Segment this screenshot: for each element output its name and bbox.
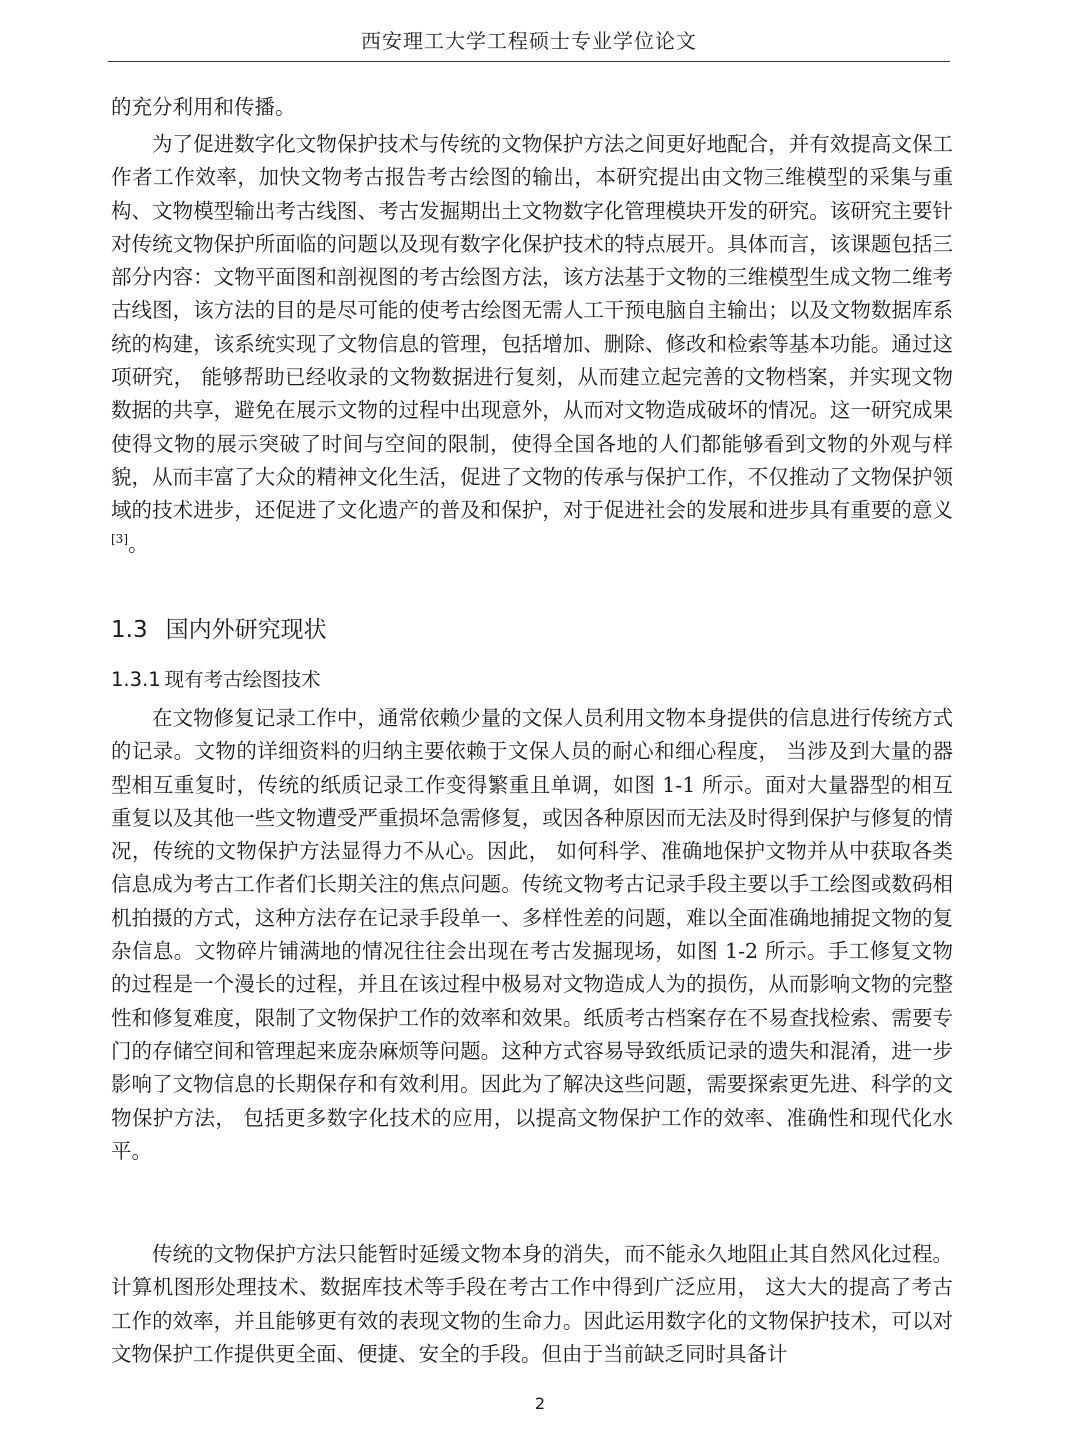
paragraph-research-goal [111, 128, 953, 561]
subsection-heading [111, 664, 811, 696]
section-number: 1.3 [111, 617, 148, 643]
paragraph-digital-protection: 传统的文物保护方法只能暂时延缓文物本身的消失，而不能永久地阻止其自然风化过程。计算机图形处理技术、数据库技术等手段在考古工作中得到广泛应用， 这大大的提高了考古工作的效率，并且能够更有效的表现文物的生命力。因此运用数字化的文物保护技术，可以对文物保护工作提供更全面、便捷、安全的手段。但由于当前缺乏同时具备计 [111, 1242, 953, 1366]
paragraph-text: 为了促进数字化文物保护技术与传统的文物保护方法之间更好地配合，并有效提高文保工作者工作效率，加快文物考古报告考古绘图的输出，本研究提出由文物三维模型的采集与重构、文物模型输出考古线图、考古发掘期出土文物数字化管理模块开发的研究。该研究主要针对传统文物保护所面临的问题以及现有数字化保护技术的特点展开。具体而言，该课题包括三部分内容：文物平面图和剖视图的考古绘图方法，该方法基于文物的三维模型生成文物二维考古线图，该方法的目的是尽可能的使考古绘图无需人工干预电脑自主输出；以及文物数据库系统的构建，该系统实现了文物信息的管理，包括增加、删除、修改和检索等基本功能。通过这项研究， 能够帮助已经收录的文物数据进行复刻，从而建立起完善的文物档案，并实现文物数据的共享，避免在展示文物的过程中出现意外，从而对文物造成破坏的情况。这一研究成果使得文物的展示突破了时间与空间的限制，使得全国各地的人们都能够看到文物的外观与样貌，从而丰富了大众的精神文化生活，促进了文物的传承与保护工作，不仅推动了文物保护领域的技术进步，还促进了文化遗产的普及和保护，对于促进社会的发展和进步具有重要的意义 [111, 132, 953, 523]
subsection-title: 现有考古绘图技术 [164, 668, 321, 691]
paragraph-traditional-recording: 在文物修复记录工作中，通常依赖少量的文保人员利用文物本身提供的信息进行传统方式的记录。文物的详细资料的归纳主要依赖于文保人员的耐心和细心程度， 当涉及到大量的器型相互重复时，传统的纸质记录工作变得繁重且单调，如图 1-1 所示。面对大量器型的相互重复以及其他一些文物遭受严重损坏急需修复，或因各种原因而无法及时得到保护与修复的情况，传统的文物保护方法显得力不从心。因此， 如何科学、准确地保护文物并从中获取各类信息成为考古工作者们长期关注的焦点问题。传统文物考古记录手段主要以手工绘图或数码相机拍摄的方式，这种方法存在记录手段单一、多样性差的问题，难以全面准确地捕捉文物的复杂信息。文物碎片铺满地的情况往往会出现在考古发掘现场，如图 1-2 所示。手工修复文物的过程是一个漫长的过程，并且在该过程中极易对文物造成人为的损伤，从而影响文物的完整性和修复难度，限制了文物保护工作的效率和效果。纸质考古档案存在不易查找检索、需要专门的存储空间和管理起来庞杂麻烦等问题。这种方式容易导致纸质记录的遗失和混淆，进一步影响了文物信息的长期保存和有效利用。因此为了解决这些问题，需要探索更先进、科学的文物保护方法， 包括更多数字化技术的应用，以提高文物保护工作的效率、准确性和现代化水平。 [111, 706, 953, 1163]
section-title: 国内外研究现状 [165, 617, 327, 643]
running-header: 西安理工大学工程硕士专业学位论文 [361, 29, 697, 53]
page-number: 2 [534, 1394, 546, 1413]
subsection-number: 1.3.1 [111, 668, 161, 691]
header-rule [108, 61, 950, 62]
citation-ref[interactable]: [3] [111, 531, 128, 546]
section-heading [111, 612, 811, 648]
paragraph-continuation: 的充分利用和传播。 [111, 95, 296, 119]
paragraph-end-punct: 。 [128, 531, 149, 556]
